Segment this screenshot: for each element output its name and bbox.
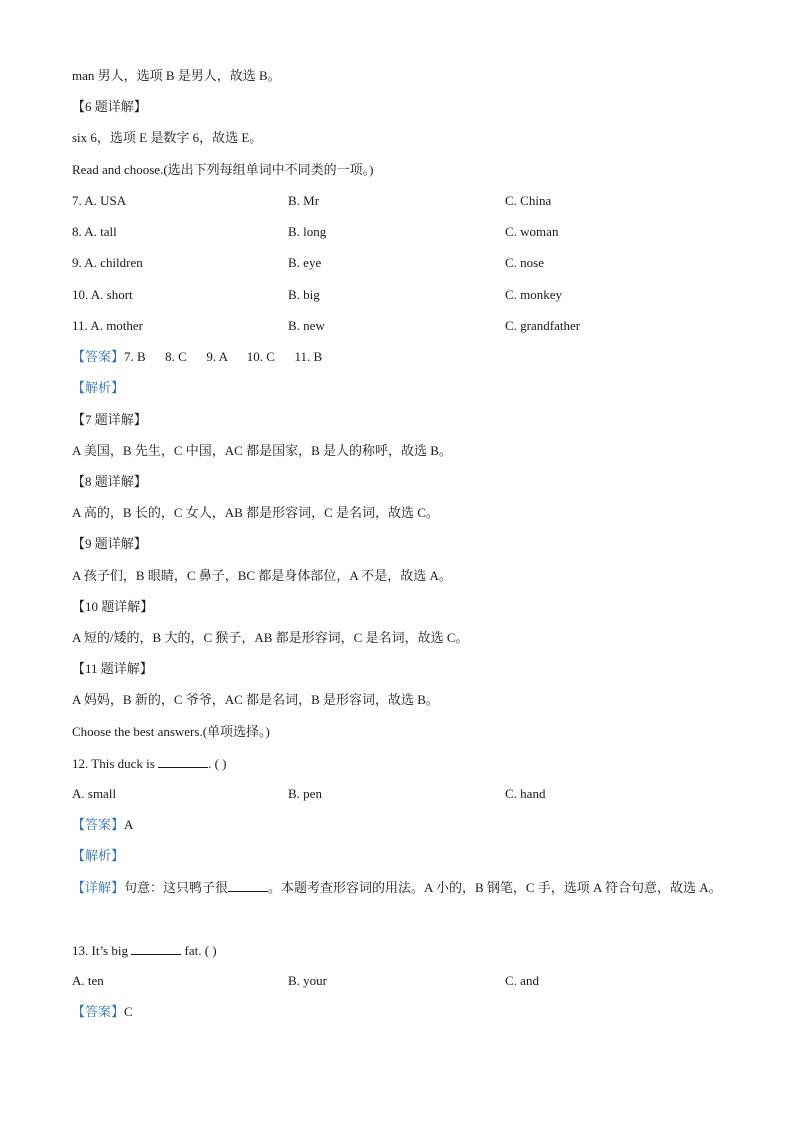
question-13 <box>72 942 217 959</box>
detail-text: 句意：这只鸭子很 <box>124 880 229 895</box>
option-b: B. your <box>288 973 327 988</box>
answer-label: 【答案】 <box>72 1004 125 1019</box>
section-instruction: Read and choose.(选出下列每组单词中不同类的一项。) <box>72 162 374 177</box>
option-a: 9. A. children <box>72 255 143 270</box>
answer-blank <box>131 942 181 955</box>
detail-text: A 高的，B 长的，C 女人，AB 都是形容词，C 是名词，故选 C。 <box>72 505 439 520</box>
answer-blank <box>158 755 208 768</box>
detail-text: 。本题考查形容词的用法。A 小的，B 钢笔，C 手，选项 A 符合句意，故选 A。 <box>268 880 722 895</box>
option-a: 8. A. tall <box>72 224 117 239</box>
option-b: B. big <box>288 287 320 302</box>
question-row <box>72 224 732 240</box>
answer-line <box>72 349 322 365</box>
question-row <box>72 318 732 334</box>
question-row <box>72 287 732 303</box>
option-c: C. hand <box>505 786 546 801</box>
option-b: B. Mr <box>288 193 320 208</box>
answer-values: 7. B 8. C 9. A 10. C 11. B <box>124 349 323 364</box>
option-c: C. nose <box>505 255 544 270</box>
detail-heading: 【10 题详解】 <box>72 599 154 614</box>
detail-heading: 【9 题详解】 <box>72 536 147 551</box>
option-c: C. monkey <box>505 287 563 302</box>
analysis-label <box>72 848 124 864</box>
section-instruction: Choose the best answers.(单项选择。) <box>72 724 270 739</box>
detail-heading: 【7 题详解】 <box>72 412 147 427</box>
option-a: A. ten <box>72 973 104 988</box>
text-line: six 6，选项 E 是数字 6，故选 E。 <box>72 130 263 145</box>
question-row <box>72 193 732 209</box>
detail-text: A 妈妈，B 新的，C 爷爷，AC 都是名词，B 是形容词，故选 B。 <box>72 692 439 707</box>
analysis-label-text: 【解析】 <box>72 848 125 863</box>
detail-text: A 美国，B 先生，C 中国，AC 都是国家，B 是人的称呼，故选 B。 <box>72 443 452 458</box>
answer-blank <box>228 879 268 892</box>
question-text: 12. This duck is <box>72 756 159 771</box>
answer-line <box>72 817 133 833</box>
question-12 <box>72 755 227 772</box>
section-heading: 【6 题详解】 <box>72 99 147 114</box>
detail-label: 【详解】 <box>72 880 125 895</box>
option-c: C. China <box>505 193 552 208</box>
option-a: 10. A. short <box>72 287 133 302</box>
answer-value: C <box>124 1004 133 1019</box>
option-b: B. new <box>288 318 325 333</box>
option-b: B. pen <box>288 786 322 801</box>
option-b: B. long <box>288 224 327 239</box>
question-row <box>72 786 732 802</box>
answer-label: 【答案】 <box>72 349 125 364</box>
answer-value: A <box>124 817 134 832</box>
option-b: B. eye <box>288 255 322 270</box>
option-a: 11. A. mother <box>72 318 144 333</box>
option-c: C. grandfather <box>505 318 581 333</box>
question-row <box>72 973 732 989</box>
question-bracket: fat. ( ) <box>181 943 217 958</box>
question-text: 13. It’s big <box>72 943 132 958</box>
analysis-label-text: 【解析】 <box>72 380 125 395</box>
detail-heading: 【11 题详解】 <box>72 661 153 676</box>
detail-paragraph <box>72 872 722 903</box>
answer-line <box>72 1004 133 1020</box>
option-a: A. small <box>72 786 117 801</box>
detail-text: A 短的/矮的，B 大的，C 猴子，AB 都是形容词，C 是名词，故选 C。 <box>72 630 469 645</box>
text-line: man 男人，选项 B 是男人，故选 B。 <box>72 68 281 83</box>
question-bracket: . ( ) <box>208 756 227 771</box>
detail-text: A 孩子们，B 眼睛，C 鼻子，BC 都是身体部位，A 不是，故选 A。 <box>72 568 452 583</box>
detail-heading: 【8 题详解】 <box>72 474 147 489</box>
option-a: 7. A. USA <box>72 193 127 208</box>
answer-label: 【答案】 <box>72 817 125 832</box>
question-row <box>72 255 732 271</box>
option-c: C. and <box>505 973 539 988</box>
analysis-label <box>72 380 124 396</box>
option-c: C. woman <box>505 224 559 239</box>
